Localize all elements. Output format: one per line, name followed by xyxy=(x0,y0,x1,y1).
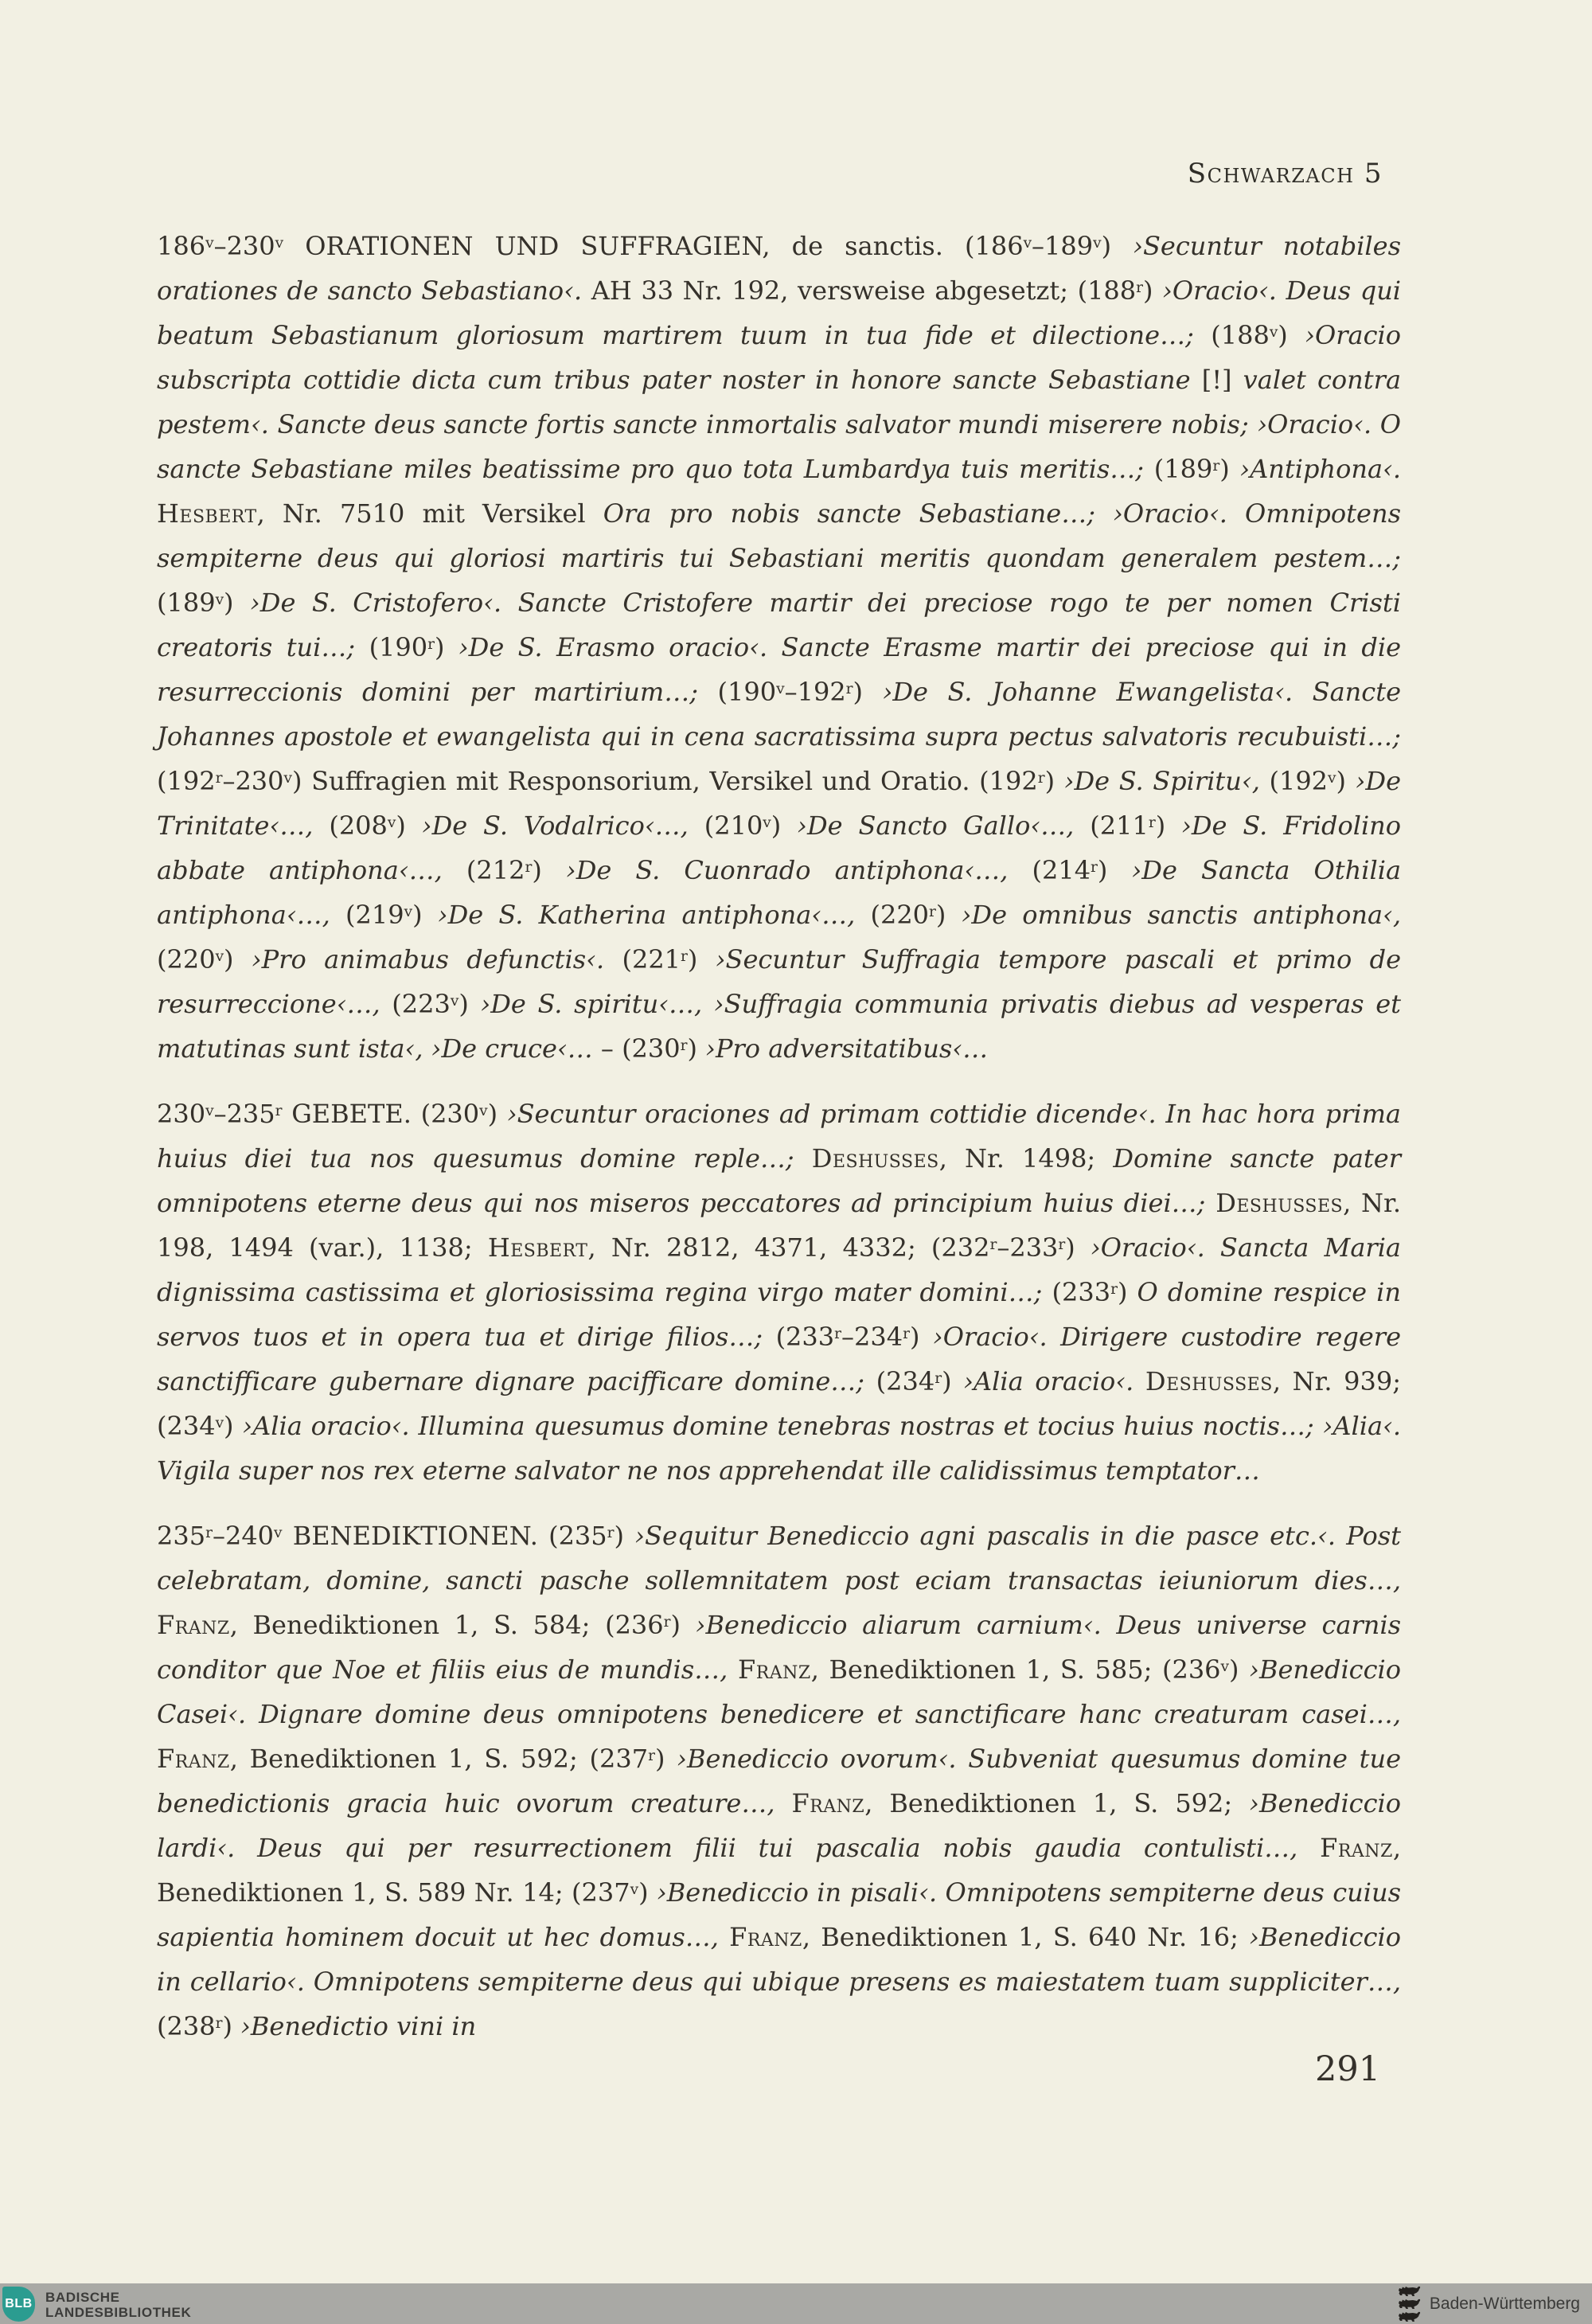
text-segment: (192$^r$–230$^v$) Suffragien mit Responsorium, Versikel und Oratio. (192$^r$) xyxy=(157,766,1064,796)
text-segment: Franz xyxy=(729,1922,802,1952)
text-segment: 235$^r$–240$^v$ BENEDIKTIONEN. (235$^r$) xyxy=(157,1521,635,1551)
text-segment: (223$^v$) xyxy=(392,989,481,1019)
text-segment: ›De Sancta Othilia antiphona‹…, xyxy=(157,855,1402,930)
text-segment: ›De S. Cristofero‹. Sancte Cristofere martir dei preciose rogo te per nomen Cristi creatoris tui…; xyxy=(157,588,1402,662)
baden-wuerttemberg-block xyxy=(1398,2283,1580,2324)
text-segment: ›Oracio‹. Sancta Maria dignissima castissima et gloriosissima regina virgo mater domini…; xyxy=(157,1232,1401,1307)
text-segment: , Nr. 939; (234$^v$) xyxy=(157,1366,1402,1441)
text-segment: (190$^r$) xyxy=(369,632,458,662)
text-segment: , Benediktionen 1, S. 584; (236$^r$) xyxy=(229,1610,696,1640)
text-segment: , Nr. 198, 1494 (var.), 1138; xyxy=(157,1188,1402,1263)
text-segment: ›Secuntur notabiles orationes de sancto Sebastiano‹. xyxy=(157,231,1401,306)
text-segment: valet contra pestem‹. Sancte deus sancte fortis sancte inmortalis salvator mundi miserere nobis; ›Oracio‹. O sancte Sebastiane miles beatissime pro quo tota Lumbardya tuis meritis…; xyxy=(157,365,1402,484)
text-segment: (192$^v$) xyxy=(1269,766,1356,796)
text-segment: ›Sequitur Benediccio agni pascalis in die pasce etc.‹. Post celebratam, domine, sancti pasche sollemnitatem post eciam transactas ieiuniorum dies…, xyxy=(157,1521,1402,1596)
text-segment: ›De Sancto Gallo‹…, xyxy=(797,810,1091,841)
text-segment: ›Benedictio vini in xyxy=(240,2011,477,2041)
text-segment: ›De S. Vodalrico‹…, xyxy=(421,810,704,841)
running-head: Schwarzach 5 xyxy=(1187,158,1383,189)
text-segment: ›Benediccio in cellario‹. Omnipotens sempiterne deus qui ubique presens es maiestatem tuam suppliciter…, xyxy=(157,1922,1402,1997)
text-segment: ›Benediccio Casei‹. Dignare domine deus omnipotens benedicere et sanctificare hanc creaturam casei…, xyxy=(157,1654,1402,1729)
text-segment: Deshusses xyxy=(1145,1366,1273,1396)
text-segment: [!] xyxy=(1201,365,1243,395)
text-segment: 186$^v$–230$^v$ ORATIONEN UND SUFFRAGIEN, de sanctis. (186$^v$–189$^v$) xyxy=(157,231,1134,261)
text-segment: ›Alia oracio‹. xyxy=(963,1366,1145,1396)
text-segment: – (230$^r$) xyxy=(600,1033,706,1064)
text-segment: (208$^v$) xyxy=(329,810,422,841)
text-segment: Franz xyxy=(791,1788,865,1818)
text-segment: (212$^r$) xyxy=(466,855,566,885)
text-segment: (190$^v$–192$^r$) xyxy=(717,677,883,707)
text-segment: Domine sancte pater omnipotens eterne deus qui nos miseros peccatores ad principium huius diei…; xyxy=(157,1143,1402,1218)
text-segment: (238$^r$) xyxy=(157,2011,241,2041)
text-block xyxy=(157,224,1401,2069)
text-segment: ›Alia oracio‹. Illumina quesumus domine tenebras nostras et tocius huius noctis…; ›Alia‹. Vigila super nos rex eterne salvator ne nos apprehendat ille calidissimus temptator… xyxy=(157,1411,1402,1486)
footer-bar xyxy=(0,2283,1592,2324)
text-segment: Hesbert xyxy=(157,498,257,529)
text-segment: (211$^r$) xyxy=(1090,810,1182,841)
text-segment: ›De Trinitate‹…, xyxy=(157,766,1401,841)
text-segment: , Benediktionen 1, S. 589 Nr. 14; (237$^v$) xyxy=(157,1833,1401,1908)
text-segment: ›Oracio subscripta cottidie dicta cum tribus pater noster in honore sancte Sebastiane xyxy=(157,320,1402,395)
text-segment: ›Oracio‹. Deus qui beatum Sebastianum gloriosum martirem tuum in tua fide et dilectione…; xyxy=(157,275,1402,350)
text-segment: ›De S. spiritu‹…, ›Suffragia communia privatis diebus ad vesperas et matutinas sunt ista‹, ›De cruce‹… xyxy=(157,989,1402,1064)
text-segment: (220$^r$) xyxy=(870,900,962,930)
text-segment: (221$^r$) xyxy=(622,944,716,975)
text-segment: (234$^r$) xyxy=(876,1366,964,1396)
three-lions-coat-of-arms-icon xyxy=(1398,2286,1422,2322)
paragraph-orationen-und-suffragien xyxy=(157,224,1401,1071)
text-segment: ›De S. Spiritu‹, xyxy=(1063,766,1270,796)
text-segment: , Benediktionen 1, S. 585; (236$^v$) xyxy=(810,1654,1250,1685)
text-segment: Deshusses xyxy=(811,1143,939,1174)
text-segment: (233$^r$–234$^r$) xyxy=(775,1322,933,1352)
text-segment: (189$^v$) xyxy=(157,588,250,618)
text-segment: , Benediktionen 1, S. 592; (237$^r$) xyxy=(229,1744,677,1774)
library-name-line1: BADISCHE xyxy=(45,2290,120,2305)
paragraph-gebete xyxy=(157,1092,1401,1493)
text-segment: (189$^r$) xyxy=(1153,454,1240,484)
text-segment: ›Benediccio in pisali‹. Omnipotens sempiterne deus cuius sapientia hominem docuit ut hec domus…, xyxy=(157,1877,1402,1952)
text-segment: (219$^v$) xyxy=(345,900,438,930)
text-segment: ›Benediccio aliarum carnium‹. Deus universe carnis conditor que Noe et filiis eius de mundis…, xyxy=(157,1610,1402,1685)
text-segment: Franz xyxy=(157,1610,230,1640)
text-segment: (214$^r$) xyxy=(1032,855,1132,885)
text-segment: (233$^r$) xyxy=(1052,1277,1137,1307)
text-segment: Franz xyxy=(157,1744,230,1774)
text-segment: AH 33 Nr. 192, versweise abgesetzt; (188$^r$) xyxy=(591,275,1163,306)
text-segment: , Nr. 1498; xyxy=(938,1143,1114,1174)
library-name xyxy=(45,2290,191,2320)
page-number: 291 xyxy=(1315,2049,1381,2089)
text-segment: O domine respice in servos tuos et in opera tua et dirige filios…; xyxy=(157,1277,1401,1352)
text-segment: , Benediktionen 1, S. 640 Nr. 16; xyxy=(802,1922,1250,1952)
text-segment: Franz xyxy=(737,1654,811,1685)
region-label: Baden-Württemberg xyxy=(1429,2294,1580,2313)
text-segment: , Benediktionen 1, S. 592; xyxy=(864,1788,1250,1818)
text-segment: ›Oracio‹. Dirigere custodire regere sanctifficare gubernare dignare pacifficare domine…; xyxy=(157,1322,1402,1396)
text-segment: , Nr. 7510 mit Versikel xyxy=(256,498,603,529)
text-segment: ›De S. Erasmo oracio‹. Sancte Erasme martir dei preciose qui in die resurreccionis domini per martirium…; xyxy=(157,632,1402,707)
text-segment: ›Benediccio lardi‹. Deus qui per resurrectionem filii tui pascalia nobis gaudia contulisti…, xyxy=(157,1788,1402,1863)
text-segment: Deshusses xyxy=(1215,1188,1344,1218)
blb-logo-label: BLB xyxy=(5,2297,33,2310)
text-segment: 230$^v$–235$^r$ GEBETE. (230$^v$) xyxy=(157,1099,507,1129)
text-segment: ›De S. Fridolino abbate antiphona‹…, xyxy=(157,810,1402,885)
text-segment: ›De S. Katherina antiphona‹…, xyxy=(437,900,871,930)
text-segment: ›Pro animabus defunctis‹. xyxy=(251,944,622,975)
text-segment: (188$^v$) xyxy=(1211,320,1305,350)
text-segment: ›Benediccio ovorum‹. Subveniat quesumus domine tue benedictionis gracia huic ovorum creature…, xyxy=(157,1744,1402,1818)
text-segment: Franz xyxy=(1320,1833,1393,1863)
blb-library-logo xyxy=(2,2287,35,2322)
paragraph-benediktionen xyxy=(157,1514,1401,2049)
text-segment: , Nr. 2812, 4371, 4332; (232$^r$–233$^r$) xyxy=(587,1232,1091,1263)
text-segment: Hesbert xyxy=(487,1232,588,1263)
text-segment: ›De omnibus sanctis antiphona‹, xyxy=(961,900,1402,930)
text-segment: (220$^v$) xyxy=(157,944,252,975)
text-segment: ›Antiphona‹. xyxy=(1239,454,1402,484)
text-segment: ›Secuntur oraciones ad primam cottidie dicende‹. In hac hora prima huius diei tua nos quesumus domine reple…; xyxy=(157,1099,1402,1174)
text-segment: Ora pro nobis sancte Sebastiane…; ›Oracio‹. Omnipotens sempiterne deus qui gloriosi martiris tui Sebastiani meritis quondam generalem pestem…; xyxy=(157,498,1402,573)
text-segment: ›De S. Johanne Ewangelista‹. Sancte Johannes apostole et ewangelista qui in cena sacratissima supra pectus salvatoris recubuisti…; xyxy=(157,677,1402,752)
library-name-line2: LANDESBIBLIOTHEK xyxy=(45,2305,192,2320)
text-segment: ›De S. Cuonrado antiphona‹…, xyxy=(565,855,1032,885)
text-segment: (210$^v$) xyxy=(704,810,798,841)
text-segment: ›Secuntur Suffragia tempore pascali et primo de resurreccione‹…, xyxy=(157,944,1402,1019)
text-segment: ›Pro adversitatibus‹… xyxy=(705,1033,989,1064)
